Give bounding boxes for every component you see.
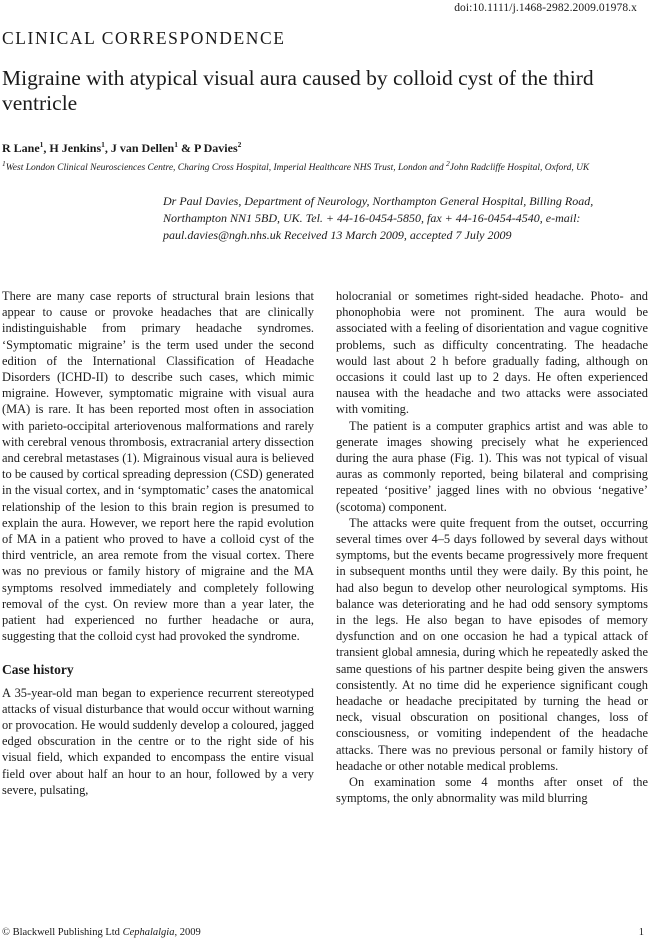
author-affiliation-marker: 1 xyxy=(174,140,178,149)
affiliation-text: John Radcliffe Hospital, Oxford, UK xyxy=(449,163,590,174)
body-paragraph: On examination some 4 months after onset of the symptoms, the only abnormality was mild blurring xyxy=(336,775,648,806)
publication-year: , 2009 xyxy=(174,927,201,938)
author-affiliation-marker: 1 xyxy=(101,140,105,149)
body-paragraph: The attacks were quite frequent from the outset, occurring several times over 4–5 days followed by several days without symptoms, but the events became progressively more frequent in subsequent months until they were daily. By this point, he had also begun to develop other neurological symptoms. His balance was deteriorating and he had odd sensory symptoms in the legs. He also began to have episodes of memory dysfunction and on one occasion he had a typical attack of transient global amnesia, during which he repeatedly asked the same questions of his partner despite being given the answers consistently. At no time did he experience significant cough headache or headache precipitated by turning the head or neck, visual obscuration on positional changes, loss of consciousness, or vomiting independent of the headache attacks. There was no previous personal or family history of headache or other notable medical problems. xyxy=(336,515,648,773)
body-paragraph: holocranial or sometimes right-sided headache. Photo- and phonophobia were not prominent. The aura would be associated with a feeling of disorientation and vague cognitive problems, such as difficulty concentrating. The headache would last about 2 h before gradually fading, although on occasions it could last up to 2 days. He often experienced nausea with the headache and two attacks were associated with vomiting. xyxy=(336,289,648,417)
affiliation-marker: 2 xyxy=(446,159,450,168)
author-list xyxy=(2,140,241,156)
correspondence-block: Dr Paul Davies, Department of Neurology, Northampton General Hospital, Billing Road, Northampton NN1 5BD, UK. Tel. + 44-16-0454-5850, fax + 44-16-0454-4540, e-mail: paul.davies@ngh.nhs.uk Received 13 March 2009, accepted 7 July 2009 xyxy=(163,194,594,242)
affiliations xyxy=(2,156,642,176)
author-separator: , xyxy=(104,141,111,155)
affiliation-text: West London Clinical Neurosciences Centre, Charing Cross Hospital, Imperial Healthcare NHS Trust, London and xyxy=(5,163,447,174)
journal-name: Cephalalgia xyxy=(122,927,175,938)
affiliation-marker: 1 xyxy=(2,159,6,168)
page-number: 1 xyxy=(638,927,644,938)
doi: doi:10.1111/j.1468-2982.2009.01978.x xyxy=(454,2,637,14)
author-name: R Lane xyxy=(2,141,40,155)
article-title: Migraine with atypical visual aura caused by colloid cyst of the third ventricle xyxy=(2,66,594,115)
author-affiliation-marker: 1 xyxy=(39,140,44,149)
intro-paragraph: There are many case reports of structural brain lesions that appear to cause or provoke headaches that are clinically indistinguishable from primary headache syndromes. ‘Symptomatic migraine’ is the term used under the second edition of the International Classification of Headache Disorders (ICHD-II) to describe such cases, which mimic migraine. However, symptomatic migraine with visual aura (MA) is rare. It has been reported most often in association with parieto-occipital arteriovenous malformations and rarely with cerebral venous thrombosis, extracranial artery dissection and cerebral metastases (1). Migrainous visual aura is believed to be caused by cortical spreading depression (CSD) generated in the visual cortex, and in ‘symptomatic’ cases the anatomical relationship of the lesion to this brain region is presumed to explain the aura. However, we report here the rapid evolution of MA in a patient who proved to have a colloid cyst of the third ventricle, an area remote from the visual cortex. There was no previous or family history of migraine and the MA symptoms resolved immediately and completely following removal of the cyst. On review more than a year later, the patient had experienced no further headache or aura, suggesting that the colloid cyst had provoked the syndrome. xyxy=(2,289,314,644)
section-heading-case-history: Case history xyxy=(2,662,74,678)
section-label: CLINICAL CORRESPONDENCE xyxy=(2,28,286,48)
author-separator: & xyxy=(177,141,194,155)
publisher: © Blackwell Publishing Ltd xyxy=(2,927,120,938)
author-separator: , xyxy=(43,141,50,155)
case-paragraph: A 35-year-old man began to experience recurrent stereotyped attacks of visual disturbance that would occur without warning or provocation. He would suddenly develop a coloured, jagged edged obscuration in the centre or to the right side of his visual field, which expanded to encompass the entire visual field over about half an hour to an hour, followed by a very severe, pulsating, xyxy=(2,685,314,797)
author-name: H Jenkins xyxy=(49,141,102,155)
author-name: J van Dellen xyxy=(110,141,175,155)
author-name: P Davies xyxy=(193,141,238,155)
column-right xyxy=(336,288,648,807)
footer-copyright xyxy=(2,927,201,938)
column-left xyxy=(2,288,314,798)
body-paragraph: The patient is a computer graphics artist and was able to generate images showing precisely what he experienced during the aura phase (Fig. 1). This was not typical of visual auras as commonly reported, being bilateral and comprising repeated ‘positive’ jagged lines with no obvious ‘negative’ (scotoma) component. xyxy=(336,418,648,514)
author-affiliation-marker: 2 xyxy=(237,140,242,149)
